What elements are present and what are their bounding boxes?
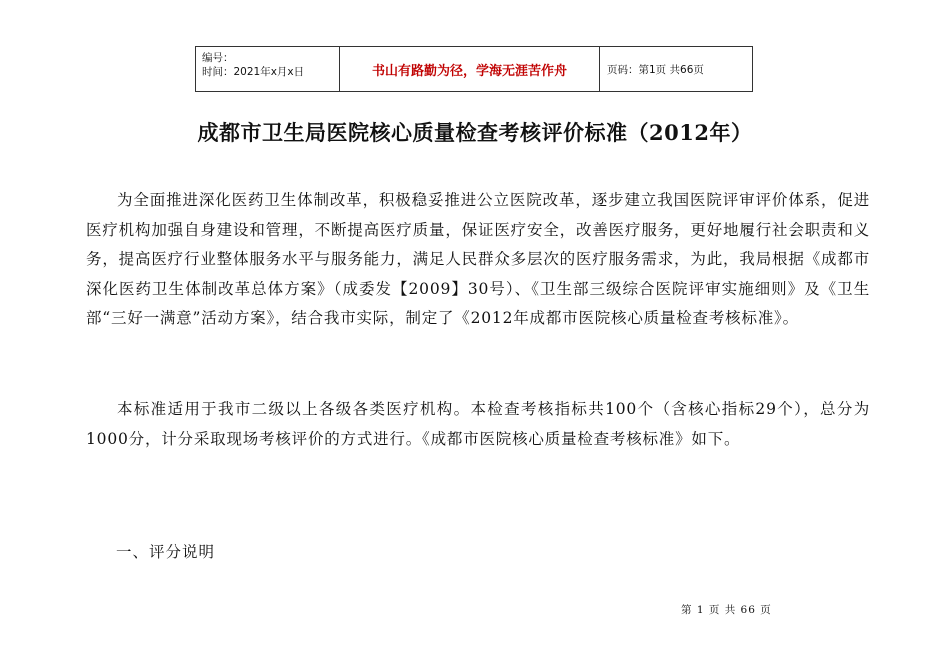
document-number-label: 编号： — [202, 52, 234, 64]
header-slogan — [340, 47, 600, 91]
document-time-label: 时间：2021年x月x日 — [202, 66, 305, 78]
body-paragraph-2: 本标准适用于我市二级以上各级各类医疗机构。本检查考核指标共100个（含核心指标29个），总分为1000分，计分采取现场考核评价的方式进行。《成都市医院核心质量检查考核标准》如下。 — [86, 400, 870, 448]
body-paragraph-1: 为全面推进深化医药卫生体制改革，积极稳妥推进公立医院改革，逐步建立我国医院评审评价体系，促进医疗机构加强自身建设和管理，不断提高医疗质量，保证医疗安全，改善医疗服务，更好地履行社会职责和义务，提高医疗行业整体服务水平与服务能力，满足人民群众多层次的医疗服务需求，为此，我局根据《成都市深化医药卫生体制改革总体方案》（成委发【2009】30号）、《卫生部三级综合医院评审实施细则》及《卫生部“三好一满意”活动方案》，结合我市实际，制定了《2012年成都市医院核心质量检查考核标准》。 — [86, 191, 870, 327]
page-info-text: 页码：第1页 共66页 — [607, 63, 704, 76]
document-title: 成都市卫生局医院核心质量检查考核评价标准（2012年） — [197, 120, 753, 145]
header-meta — [196, 47, 340, 91]
section-heading: 一、评分说明 — [116, 543, 216, 561]
slogan-text: 书山有路勤为径，学海无涯苦作舟 — [371, 63, 567, 79]
header-page-info — [600, 47, 752, 91]
page-footer: 第 1 页 共 66 页 — [681, 604, 772, 616]
page-header — [195, 46, 753, 92]
